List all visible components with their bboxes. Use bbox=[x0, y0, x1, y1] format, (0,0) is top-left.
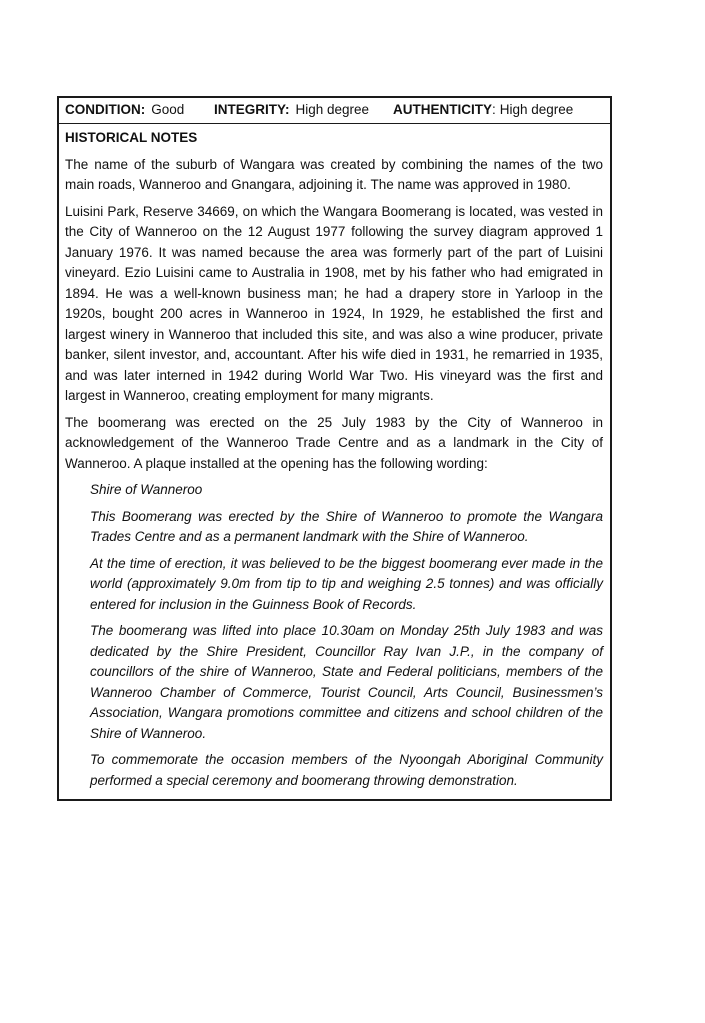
integrity-label: INTEGRITY: bbox=[214, 102, 290, 117]
quote-paragraph: At the time of erection, it was believed to be the biggest boomerang ever made in the world (approximately 9.0m from tip to tip and weighing 2.5 tonnes) and was officially entered for inclusion in the Guinness Book of Records. bbox=[90, 555, 603, 612]
authenticity-value: High degree bbox=[499, 102, 574, 117]
condition-label: CONDITION: bbox=[65, 102, 146, 117]
historical-notes-heading: HISTORICAL NOTES bbox=[65, 130, 198, 145]
status-row bbox=[59, 98, 610, 124]
quote-paragraph: The boomerang was lifted into place 10.30am on Monday 25th July 1983 and was dedicated by the Shire President, Councillor Ray Ivan J.P., in the company of councillors of the shire of Wanneroo, State and Federal politicians, members of the Wanneroo Chamber of Commerce, Tourist Council, Arts Council, Businessmen’s Association, Wangara promotions committee and citizens and school children of the Shire of Wanneroo. bbox=[90, 623, 603, 741]
authenticity-label: AUTHENTICITY bbox=[393, 102, 492, 117]
authenticity-colon: : bbox=[492, 102, 496, 117]
notes-paragraph: The boomerang was erected on the 25 July 1983 by the City of Wanneroo in acknowledgement of the Wanneroo Trade Centre and as a landmark in the City of Wanneroo. A plaque installed at the opening has the following wording: bbox=[65, 414, 603, 471]
plaque-quote-block bbox=[90, 480, 603, 791]
quote-paragraph: This Boomerang was erected by the Shire of Wanneroo to promote the Wangara Trades Centre and as a permanent landmark with the Shire of Wanneroo. bbox=[90, 508, 603, 544]
integrity-value: High degree bbox=[295, 102, 370, 117]
authenticity-field bbox=[393, 101, 604, 119]
assessment-table bbox=[57, 96, 612, 801]
integrity-field bbox=[214, 101, 393, 119]
condition-value: Good bbox=[151, 102, 185, 117]
notes-paragraph: Luisini Park, Reserve 34669, on which the Wangara Boomerang is located, was vested in the City of Wanneroo on the 12 August 1977 following the survey diagram approved 1 January 1976. It was named because the area was formerly part of the part of Luisini vineyard. Ezio Luisini came to Australia in 1908, met by his father who had emigrated in 1894. He was a well-known business man; he had a drapery store in Yarloop in the 1920s, bought 200 acres in Wanneroo in 1924, In 1929, he established the first and largest winery in Wanneroo that included this site, and was also a wine producer, private banker, silent investor, and, accountant. After his wife died in 1931, he remarried in 1935, and was later interned in 1942 during World War Two. His vineyard was the first and largest in Wanneroo, creating employment for many migrants. bbox=[65, 203, 603, 403]
historical-notes-cell bbox=[59, 124, 610, 799]
condition-field bbox=[65, 101, 214, 119]
quote-paragraph: To commemorate the occasion members of the Nyoongah Aboriginal Community performed a special ceremony and boomerang throwing demonstration. bbox=[90, 752, 603, 788]
quote-paragraph: Shire of Wanneroo bbox=[90, 482, 203, 497]
notes-paragraph: The name of the suburb of Wangara was created by combining the names of the two main roads, Wanneroo and Gnangara, adjoining it. The name was approved in 1980. bbox=[65, 156, 603, 192]
